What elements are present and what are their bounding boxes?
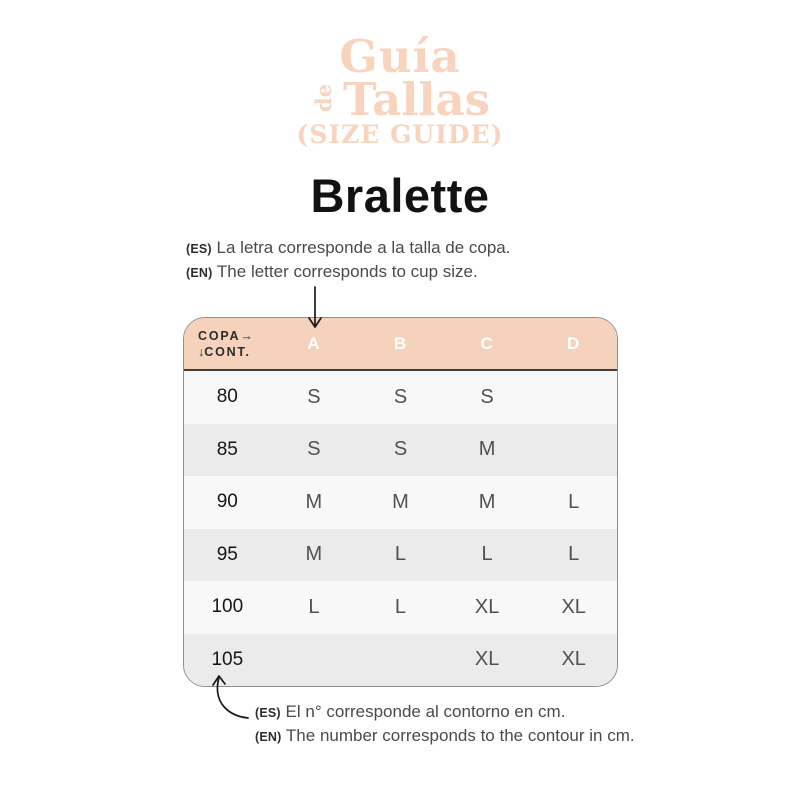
- size-cell: M: [392, 490, 409, 513]
- column-header-a: A: [307, 333, 321, 353]
- bottom-note-es-text: El n° corresponde al contorno en cm.: [285, 702, 566, 721]
- contour-label: 95: [216, 543, 238, 565]
- size-cell: M: [305, 490, 323, 513]
- logo-line-de-tallas: [0, 73, 800, 126]
- top-note-es-text: La letra corresponde a la talla de copa.: [216, 238, 511, 257]
- size-cell: M: [478, 438, 496, 461]
- size-cell: L: [568, 543, 580, 566]
- logo-word-tallas: Tallas: [343, 73, 491, 126]
- size-cell: M: [305, 543, 323, 566]
- table-row: [184, 371, 617, 424]
- top-note-en-text: The letter corresponds to cup size.: [216, 261, 478, 281]
- logo-word-de: de: [310, 83, 336, 113]
- bottom-note-en-line: [255, 725, 635, 749]
- bottom-note-en-text: The number corresponds to the contour in cm.: [285, 725, 635, 745]
- size-cell: L: [568, 490, 580, 513]
- corner-copa-line: COPA→: [198, 328, 253, 343]
- es-tag: (ES): [186, 242, 212, 256]
- column-header-b: B: [393, 333, 408, 353]
- product-title: Bralette: [310, 169, 490, 222]
- size-cell: S: [307, 385, 321, 408]
- en-tag: (EN): [186, 265, 213, 280]
- contour-label: 90: [216, 491, 238, 513]
- bottom-note-es-line: [255, 701, 635, 725]
- size-cell: XL: [561, 648, 586, 671]
- size-cell: L: [394, 595, 407, 618]
- size-cell: S: [393, 438, 408, 461]
- logo-subtitle-size-guide: (SIZE GUIDE): [296, 120, 504, 149]
- size-cell: L: [308, 595, 320, 618]
- column-header-c: C: [480, 333, 494, 353]
- size-cell: XL: [474, 595, 500, 618]
- contour-label: 100: [211, 596, 244, 618]
- size-cell: S: [393, 385, 408, 408]
- top-note: [186, 237, 510, 284]
- size-cell: XL: [474, 648, 500, 671]
- table-row: [184, 476, 617, 529]
- logo-word-guia: Guía: [339, 30, 461, 83]
- contour-label: 105: [211, 648, 244, 670]
- table-row: [184, 529, 617, 582]
- right-arrow-icon: →: [240, 328, 253, 343]
- size-table-header: [184, 318, 617, 371]
- down-arrow-icon: [304, 286, 326, 330]
- top-note-es-line: [186, 237, 510, 261]
- size-cell: L: [481, 543, 493, 566]
- es-tag: (ES): [255, 706, 281, 720]
- size-cell: M: [478, 490, 496, 513]
- size-cell: S: [480, 385, 494, 408]
- top-note-en-line: [186, 261, 510, 285]
- brand-logo: [0, 30, 800, 149]
- size-cell: S: [307, 438, 321, 461]
- contour-label: 80: [216, 386, 238, 408]
- en-tag: (EN): [255, 729, 282, 744]
- table-row: [184, 581, 617, 634]
- size-table: [183, 317, 618, 687]
- table-corner-header: [184, 328, 271, 360]
- curved-up-arrow-icon: [202, 666, 264, 728]
- down-arrow-glyph-icon: ↓: [198, 344, 205, 359]
- contour-label: 85: [216, 438, 238, 460]
- column-header-d: D: [567, 333, 581, 353]
- size-cell: L: [394, 543, 407, 566]
- table-row: [184, 424, 617, 477]
- bottom-note: [255, 701, 635, 748]
- corner-cont-line: ↓CONT.: [198, 344, 251, 359]
- size-cell: XL: [561, 595, 586, 618]
